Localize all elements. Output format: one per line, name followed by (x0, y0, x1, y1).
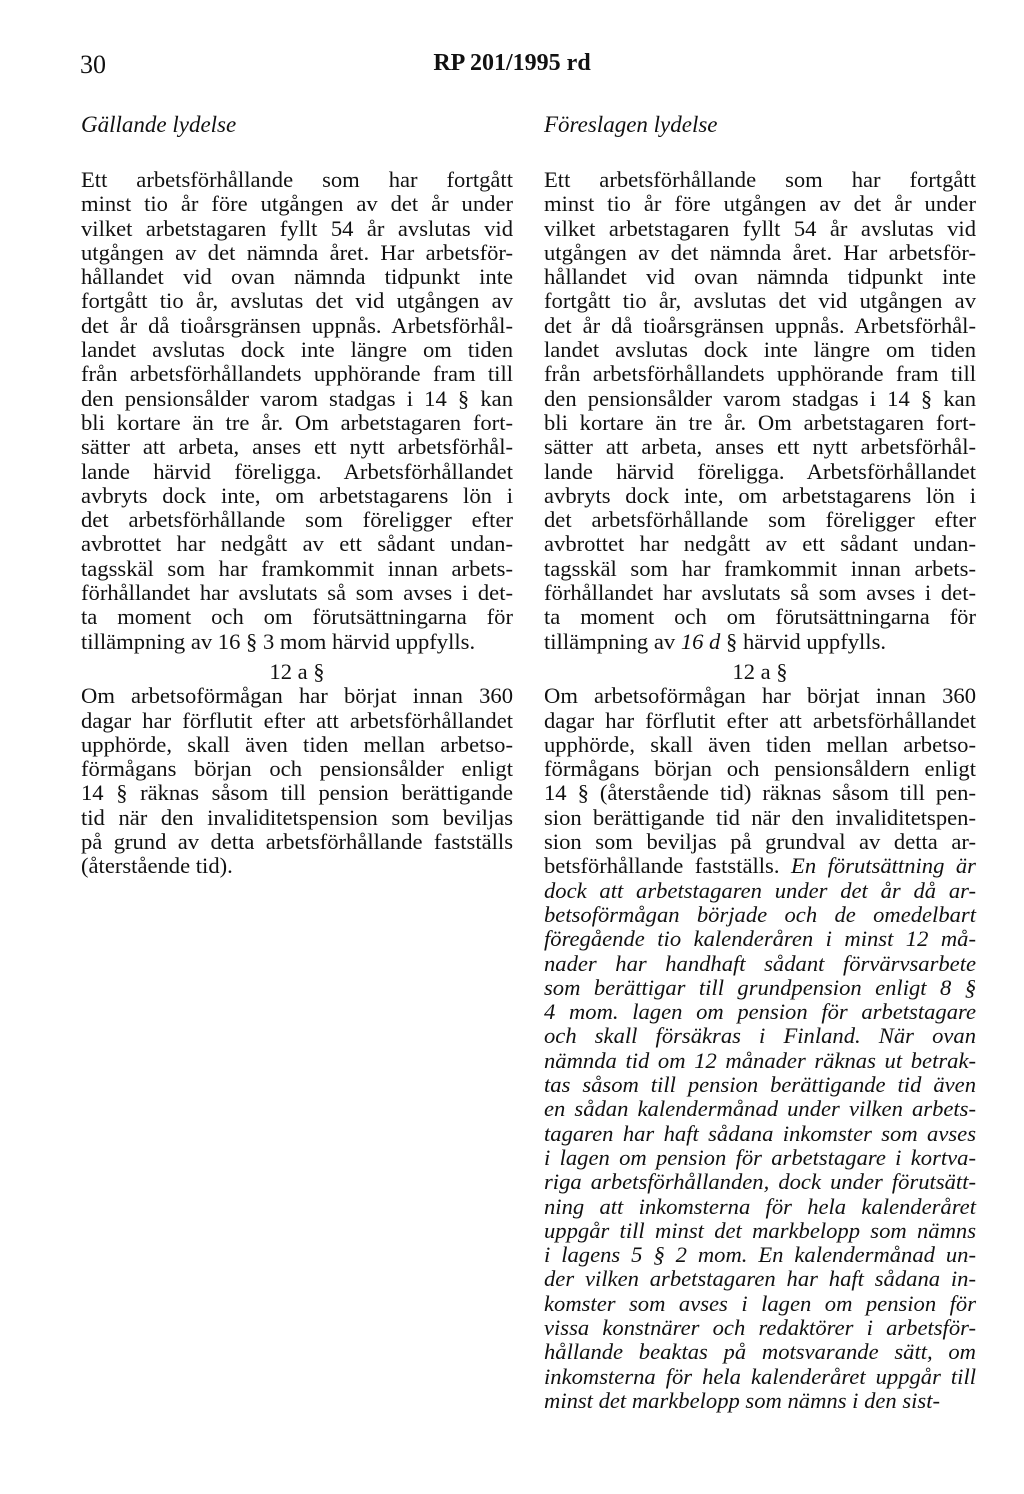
text-line: sätter att arbeta, anses ett nytt arbetsförhål- (81, 434, 513, 460)
proposed-paragraph (544, 168, 976, 654)
text-line: tagaren har haft sådana inkomster som avses (544, 1120, 976, 1146)
text-line: vissa konstnärer och redaktörer i arbetsför- (544, 1315, 976, 1341)
text-line: komster som avses i lagen om pension för (544, 1290, 976, 1316)
text-line: inkomsterna för hela kalenderåret uppgår till (544, 1363, 976, 1389)
text-line: (återstående tid). (81, 853, 233, 879)
text-line: fortgått tio år, avslutas det vid utgången av (81, 288, 513, 314)
text-line: i lagens 5 § 2 mom. En kalendermånad un- (544, 1242, 976, 1268)
text-line: 4 mom. lagen om pension för arbetstagare (544, 999, 976, 1025)
text-line: der vilken arbetstagaren har haft sådana in- (544, 1266, 976, 1292)
text-line: avbryts dock inte, om arbetstagarens lön i (81, 482, 513, 508)
text-line: i lagen om pension för arbetstagare i kortva- (544, 1144, 976, 1170)
current-section-12a (81, 660, 513, 879)
section-text-line: betsförhållande fastställs. En förutsättning är (544, 853, 976, 879)
text-line: sion berättigande tid när den invaliditetspen- (544, 804, 976, 830)
text-line: den pensionsålder varom stadgas i 14 § kan (544, 385, 976, 411)
text-line: landet avslutas dock inte längre om tiden (544, 337, 976, 363)
text-line: 14 § (återstående tid) räknas såsom till pen- (544, 780, 976, 806)
text-line: ning att inkomsterna för hela kalenderåret (544, 1193, 976, 1219)
text-line: avbrottet har nedgått av ett sådant undan- (544, 531, 976, 557)
text-line: utgången av det nämnda året. Har arbetsför- (81, 239, 513, 265)
text-line: det arbetsförhållande som föreligger efter (544, 507, 976, 533)
text-line: riga arbetsförhållanden, dock under förutsätt- (544, 1169, 976, 1195)
text-line: Om arbetsoförmågan har börjat innan 360 (81, 683, 513, 709)
text-line: dagar har förflutit efter att arbetsförhållandet (81, 707, 513, 733)
section-heading: 12 a § (269, 659, 325, 684)
text-line: hållande beaktas på motsvarande sätt, om (544, 1339, 976, 1365)
text-line: Om arbetsoförmågan har börjat innan 360 (544, 683, 976, 709)
text-line: tas såsom till pension berättigande tid även (544, 1072, 976, 1098)
text-line: minst tio år före utgången av det år under (81, 191, 513, 217)
text-line: hållandet vid ovan nämnda tidpunkt inte (544, 264, 976, 290)
text-line: avbrottet har nedgått av ett sådant undan- (81, 531, 513, 557)
text-line: förmågans början och pensionsåldern enligt (544, 756, 976, 782)
text-line: sion som beviljas på grundval av detta ar- (544, 829, 976, 855)
text-line: Ett arbetsförhållande som har fortgått (544, 167, 976, 192)
text-line: landet avslutas dock inte längre om tiden (81, 337, 513, 363)
text-line: nader har handhaft sådant förvärvsarbete (544, 950, 976, 976)
page-number: 30 (80, 50, 106, 79)
column-heading-proposed: Föreslagen lydelse (544, 112, 718, 137)
text-line: förhållandet har avslutats så som avses i det- (81, 580, 513, 606)
text-line: vilket arbetstagaren fyllt 54 år avslutas vid (544, 215, 976, 241)
text-line: föregående tio kalenderåren i minst 12 må- (544, 926, 976, 952)
text-line: tid när den invaliditetspension som beviljas (81, 804, 513, 830)
section-heading: 12 a § (732, 659, 788, 684)
text-line: bli kortare än tre år. Om arbetstagaren fort- (81, 409, 513, 435)
text-line: det år då tioårsgränsen uppnås. Arbetsförhål- (544, 312, 976, 338)
text-line: fortgått tio år, avslutas det vid utgången av (544, 288, 976, 314)
text-line: upphörde, skall även tiden mellan arbetso- (544, 731, 976, 757)
text-line: som berättigar till grundpension enligt 8 § (544, 974, 976, 1000)
text-line: förhållandet har avslutats så som avses i det- (544, 580, 976, 606)
text-line: bli kortare än tre år. Om arbetstagaren fort- (544, 409, 976, 435)
text-line: dagar har förflutit efter att arbetsförhållandet (544, 707, 976, 733)
text-line: den pensionsålder varom stadgas i 14 § kan (81, 385, 513, 411)
text-line: det arbetsförhållande som föreligger efter (81, 507, 513, 533)
text-line: tagsskäl som har framkommit innan arbets- (544, 555, 976, 581)
text-line: utgången av det nämnda året. Har arbetsför- (544, 239, 976, 265)
proposed-section-12a (544, 660, 976, 1413)
text-line: ta moment och om förutsättningarna för (81, 604, 513, 630)
text-line: tagsskäl som har framkommit innan arbets- (81, 555, 513, 581)
current-paragraph (81, 168, 513, 654)
text-line: upphörde, skall även tiden mellan arbetso- (81, 731, 513, 757)
proposed-paragraph-last-line: tillämpning av 16 d § härvid uppfylls. (544, 628, 887, 654)
column-heading-current: Gällande lydelse (81, 112, 237, 137)
text-line: det år då tioårsgränsen uppnås. Arbetsförhål- (81, 312, 513, 338)
text-line: sätter att arbeta, anses ett nytt arbetsförhål- (544, 434, 976, 460)
text-line: 14 § räknas såsom till pension berättigande (81, 780, 513, 806)
text-line: förmågans början och pensionsålder enligt (81, 756, 513, 782)
text-line: nämnda tid om 12 månader räknas ut betrak- (544, 1047, 976, 1073)
text-line: avbryts dock inte, om arbetstagarens lön i (544, 482, 976, 508)
text-line: minst det markbelopp som nämns i den sist- (544, 1387, 940, 1413)
text-line: vilket arbetstagaren fyllt 54 år avslutas vid (81, 215, 513, 241)
text-line: från arbetsförhållandets upphörande fram till (81, 361, 513, 387)
text-line: Ett arbetsförhållande som har fortgått (81, 167, 513, 192)
text-line: ta moment och om förutsättningarna för (544, 604, 976, 630)
text-line: tillämpning av 16 § 3 mom härvid uppfylls. (81, 628, 476, 654)
text-line: lande härvid föreligga. Arbetsförhållandet (81, 458, 513, 484)
text-line: hållandet vid ovan nämnda tidpunkt inte (81, 264, 513, 290)
text-line: lande härvid föreligga. Arbetsförhållandet (544, 458, 976, 484)
text-line: minst tio år före utgången av det år under (544, 191, 976, 217)
text-line: en sådan kalendermånad under vilken arbets- (544, 1096, 976, 1122)
text-line: från arbetsförhållandets upphörande fram till (544, 361, 976, 387)
text-line: på grund av detta arbetsförhållande fastställs (81, 829, 513, 855)
text-line: uppgår till minst det markbelopp som nämns (544, 1217, 976, 1243)
text-line: dock att arbetstagaren under det år då ar- (544, 877, 976, 903)
document-title: RP 201/1995 rd (433, 50, 591, 76)
text-line: betsoförmågan började och de omedelbart (544, 901, 976, 927)
text-line: och skall försäkras i Finland. När ovan (544, 1023, 976, 1049)
